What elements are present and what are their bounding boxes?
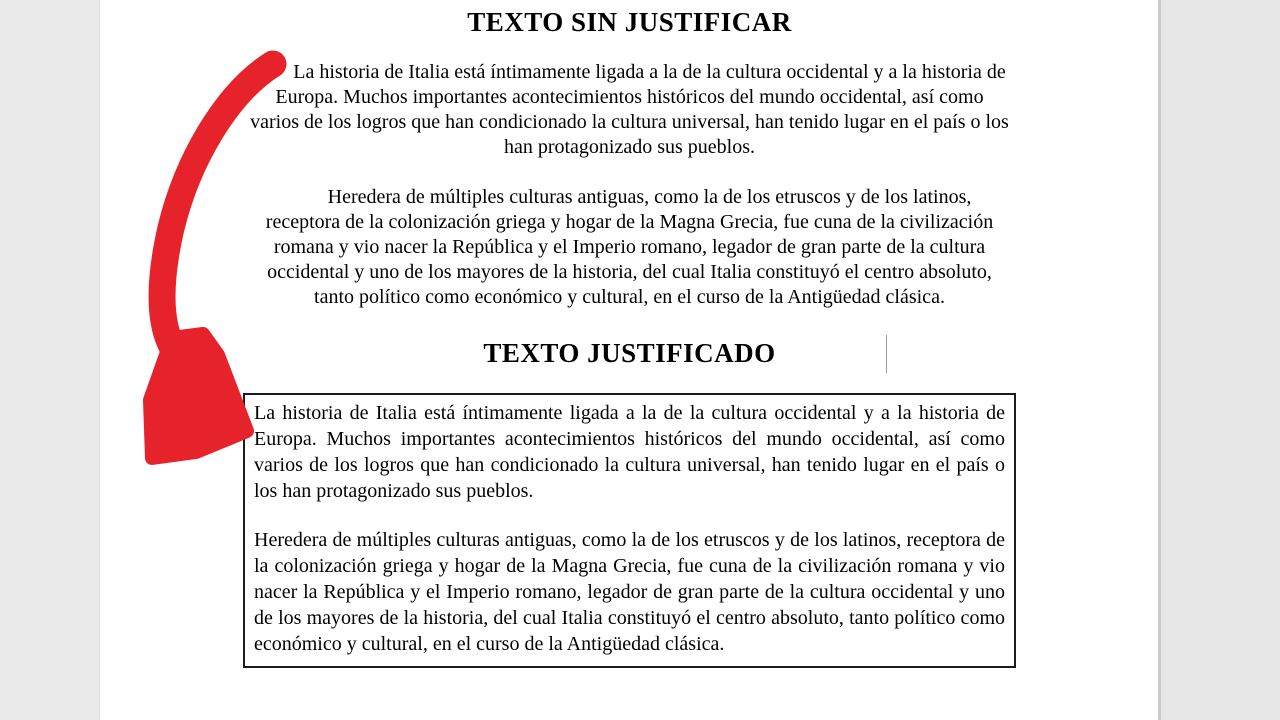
justified-section-title[interactable]: TEXTO JUSTIFICADO — [483, 338, 776, 368]
document-content — [243, 0, 1016, 668]
text-cursor — [886, 335, 887, 373]
page-margin-left — [0, 0, 100, 720]
document-page — [100, 0, 1158, 720]
unjustified-paragraph-2[interactable]: Heredera de múltiples culturas antiguas, como la de los etruscos y de los latinos, receptora de la colonización griega y hogar de la Magna Grecia, fue cuna de la civilización romana y vio nacer la República y el Imperio romano, legador de gran parte de la cultura occidental y uno de los mayores de la historia, del cual Italia constituyó el centro absoluto, tanto político como económico y cultural, en el curso de la Antigüedad clásica. — [265, 186, 994, 308]
justified-paragraph-2[interactable]: Heredera de múltiples culturas antiguas, como la de los etruscos y de los latinos, receptora de la colonización griega y hogar de la Magna Grecia, fue cuna de la civilización romana y vio nacer la República y el Imperio romano, legador de gran parte de la cultura occidental y uno de los mayores de la historia, del cual Italia constituyó el centro absoluto, tanto político como económico y cultural, en el curso de la Antigüedad clásica. — [254, 529, 1005, 655]
unjustified-paragraph-1[interactable]: La historia de Italia está íntimamente ligada a la de la cultura occidental y a la historia de Europa. Muchos importantes acontecimientos históricos del mundo occidental, así como varios de los logros que han condicionado la cultura universal, han tenido lugar en el país o los han protagonizado sus pueblos. — [250, 61, 1009, 158]
page-margin-right — [1158, 0, 1280, 720]
justified-paragraph-1[interactable]: La historia de Italia está íntimamente ligada a la de la cultura occidental y a la historia de Europa. Muchos importantes acontecimientos históricos del mundo occidental, así como varios de los logros que han condicionado la cultura universal, han tenido lugar en el país o los han protagonizado sus pueblos. — [254, 402, 1005, 502]
justified-text-box[interactable] — [243, 393, 1016, 668]
unjustified-section-title[interactable]: TEXTO SIN JUSTIFICAR — [467, 7, 792, 37]
